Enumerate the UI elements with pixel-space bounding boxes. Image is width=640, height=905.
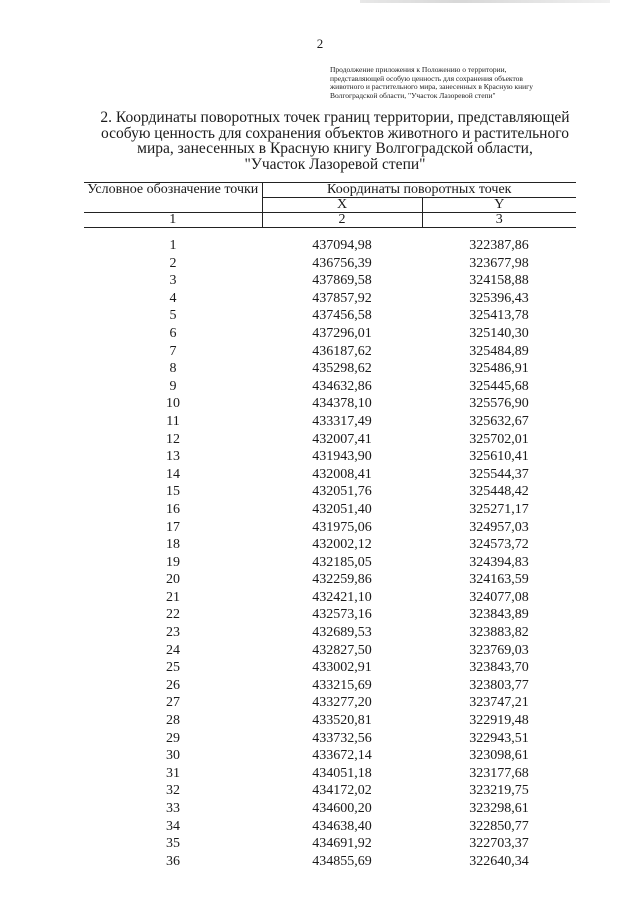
y-coordinate-cell: 325610,41 [469,449,529,465]
point-number-cell: 32 [166,783,180,799]
x-coordinate-cell: 433317,49 [312,413,372,429]
point-number-cell: 15 [166,484,180,500]
x-coordinate-cell: 437456,58 [312,308,372,324]
point-number-cell: 23 [166,625,180,641]
section-heading [70,110,600,172]
table-row [84,624,576,642]
x-coordinate-cell: 432259,86 [312,572,372,588]
point-number-cell: 31 [166,765,180,781]
table-row [84,642,576,660]
table-row [84,765,576,783]
heading-line: "Участок Лазоревой степи" [244,155,426,173]
point-number-cell: 29 [166,730,180,746]
table-row [84,589,576,607]
y-coordinate-cell: 323177,68 [469,765,529,781]
point-number-cell: 25 [166,660,180,676]
table-row [84,782,576,800]
heading-line: мира, занесенных в Красную книгу Волгоградской области, [137,140,533,157]
x-coordinate-cell: 434172,02 [312,783,372,799]
table-row [84,431,576,449]
point-number-cell: 24 [166,642,180,658]
point-number-cell: 5 [169,308,177,324]
point-number-cell: 19 [166,554,180,570]
point-number-cell: 7 [169,343,177,359]
point-number-cell: 34 [166,818,180,834]
y-coordinate-cell: 325544,37 [469,466,529,482]
table-row [84,853,576,871]
x-coordinate-cell: 437869,58 [312,273,372,289]
x-coordinate-cell: 432827,50 [312,642,372,658]
table-row [84,378,576,396]
table-row [84,413,576,431]
x-coordinate-cell: 432008,41 [312,466,372,482]
y-coordinate-cell: 325396,43 [469,290,529,306]
x-coordinate-cell: 432689,53 [312,625,372,641]
y-coordinate-cell: 323298,61 [469,801,529,816]
x-coordinate-cell: 436756,39 [312,255,372,271]
page-number: 2 [316,36,324,51]
x-coordinate-cell: 434632,86 [312,378,372,394]
column-number: 3 [422,213,576,228]
table-row [84,483,576,501]
table-row [84,730,576,748]
table-body [84,228,576,871]
table-row [84,519,576,537]
annex-line: Волгоградской области, "Участок Лазоревой степи" [330,90,496,100]
scan-artifact [360,0,610,3]
x-coordinate-cell: 434051,18 [312,765,372,781]
point-number-cell: 8 [169,361,177,377]
y-coordinate-cell: 325486,91 [469,361,529,377]
point-number-cell: 27 [166,695,180,711]
point-number-cell: 11 [166,413,180,429]
y-coordinate-cell: 323677,98 [469,255,529,271]
y-coordinate-cell: 323219,75 [469,783,529,799]
table-row [84,818,576,836]
x-coordinate-cell: 434638,40 [312,818,372,834]
table-row [84,606,576,624]
table-row [84,659,576,677]
table-row [84,571,576,589]
y-coordinate-cell: 324077,08 [469,589,529,605]
x-coordinate-cell: 437296,01 [312,325,372,341]
y-coordinate-cell: 324573,72 [469,537,529,553]
x-coordinate-cell: 436187,62 [312,343,372,359]
column-number: 1 [84,213,262,228]
point-number-cell: 4 [169,290,177,306]
point-number-cell: 13 [166,449,180,465]
x-coordinate-cell: 437857,92 [312,290,372,306]
table-row [84,360,576,378]
y-coordinate-cell: 325413,78 [469,308,529,324]
x-coordinate-cell: 432051,40 [312,501,372,517]
y-coordinate-cell: 322943,51 [469,730,529,746]
y-coordinate-cell: 324957,03 [469,519,529,535]
table-row [84,228,576,255]
point-number-cell: 30 [166,748,180,764]
x-coordinate-cell: 432051,76 [312,484,372,500]
point-number-cell: 2 [169,255,177,271]
table-row [84,554,576,572]
table-row [84,272,576,290]
point-number-cell: 20 [166,572,180,588]
header-y: Y [494,197,505,212]
y-coordinate-cell: 322919,48 [469,713,529,729]
table-row [84,677,576,695]
x-coordinate-cell: 433277,20 [312,695,372,711]
y-coordinate-cell: 324394,83 [469,554,529,570]
y-coordinate-cell: 323098,61 [469,748,529,764]
x-coordinate-cell: 432007,41 [312,431,372,447]
point-number-cell: 3 [169,273,177,289]
table-row [84,255,576,273]
y-coordinate-cell: 324163,59 [469,572,529,588]
heading-line: особую ценность для сохранения объектов животного и растительного [101,124,569,142]
table-row [84,343,576,361]
y-coordinate-cell: 323747,21 [469,695,529,711]
x-coordinate-cell: 432573,16 [312,607,372,623]
x-coordinate-cell: 433672,14 [312,748,372,764]
x-coordinate-cell: 434691,92 [312,836,372,852]
y-coordinate-cell: 325632,67 [469,413,529,429]
table-row [84,325,576,343]
point-number-cell: 36 [166,853,180,869]
y-coordinate-cell: 325271,17 [469,501,529,517]
table-row [84,501,576,519]
y-coordinate-cell: 325484,89 [469,343,529,359]
y-coordinate-cell: 323843,70 [469,660,529,676]
x-coordinate-cell: 431943,90 [312,449,372,465]
x-coordinate-cell: 434378,10 [312,396,372,412]
x-coordinate-cell: 431975,06 [312,519,372,535]
point-number-cell: 18 [166,537,180,553]
header-coordinates: Координаты поворотных точек [262,183,576,198]
x-coordinate-cell: 432002,12 [312,537,372,553]
x-coordinate-cell: 435298,62 [312,361,372,377]
point-number-cell: 10 [166,396,180,412]
annex-note [330,66,582,100]
point-number-cell: 6 [169,325,177,341]
point-number-cell: 12 [166,431,180,447]
table-row [84,747,576,765]
table-row [84,694,576,712]
x-coordinate-cell: 434855,69 [312,853,372,869]
point-number-cell: 14 [166,466,180,482]
point-number-cell: 22 [166,607,180,623]
y-coordinate-cell: 322387,86 [469,238,529,253]
point-number-cell: 1 [169,238,177,253]
point-number-cell: 9 [169,378,177,394]
y-coordinate-cell: 323769,03 [469,642,529,658]
point-number-cell: 35 [166,836,180,852]
x-coordinate-cell: 432185,05 [312,554,372,570]
point-number-cell: 28 [166,713,180,729]
y-coordinate-cell: 323843,89 [469,607,529,623]
y-coordinate-cell: 325448,42 [469,484,529,500]
table-row [84,800,576,818]
coordinates-table [84,182,576,870]
y-coordinate-cell: 325140,30 [469,325,529,341]
x-coordinate-cell: 432421,10 [312,589,372,605]
table-row [84,835,576,853]
table-row [84,448,576,466]
x-coordinate-cell: 434600,20 [312,801,372,816]
y-coordinate-cell: 323883,82 [469,625,529,641]
point-number-cell: 26 [166,677,180,693]
table-row [84,290,576,308]
x-coordinate-cell: 433732,56 [312,730,372,746]
table-row [84,307,576,325]
y-coordinate-cell: 322640,34 [469,853,529,869]
point-number-cell: 16 [166,501,180,517]
table-row [84,466,576,484]
y-coordinate-cell: 325445,68 [469,378,529,394]
point-number-cell: 33 [166,801,180,816]
header-point-label: Условное обозначение точки [84,183,262,213]
y-coordinate-cell: 323803,77 [469,677,529,693]
header-x: X [262,198,422,213]
annex-line: представляющей особую ценность для сохранения объектов [330,73,523,83]
y-coordinate-cell: 325576,90 [469,396,529,412]
y-coordinate-cell: 324158,88 [469,273,529,289]
column-number: 2 [262,213,422,228]
x-coordinate-cell: 433002,91 [312,660,372,676]
table-row [84,395,576,413]
y-coordinate-cell: 325702,01 [469,431,529,447]
x-coordinate-cell: 433520,81 [312,713,372,729]
table-row [84,536,576,554]
point-number-cell: 21 [166,589,180,605]
y-coordinate-cell: 322703,37 [469,836,529,852]
y-coordinate-cell: 322850,77 [469,818,529,834]
heading-line: 2. Координаты поворотных точек границ территории, представляющей [100,109,570,126]
x-coordinate-cell: 433215,69 [312,677,372,693]
table-row [84,712,576,730]
annex-line: животного и растительного мира, занесенных в Красную книгу [330,82,533,92]
annex-line: Продолжение приложения к Положению о территории, [330,65,507,74]
x-coordinate-cell: 437094,98 [312,238,372,253]
point-number-cell: 17 [166,519,180,535]
